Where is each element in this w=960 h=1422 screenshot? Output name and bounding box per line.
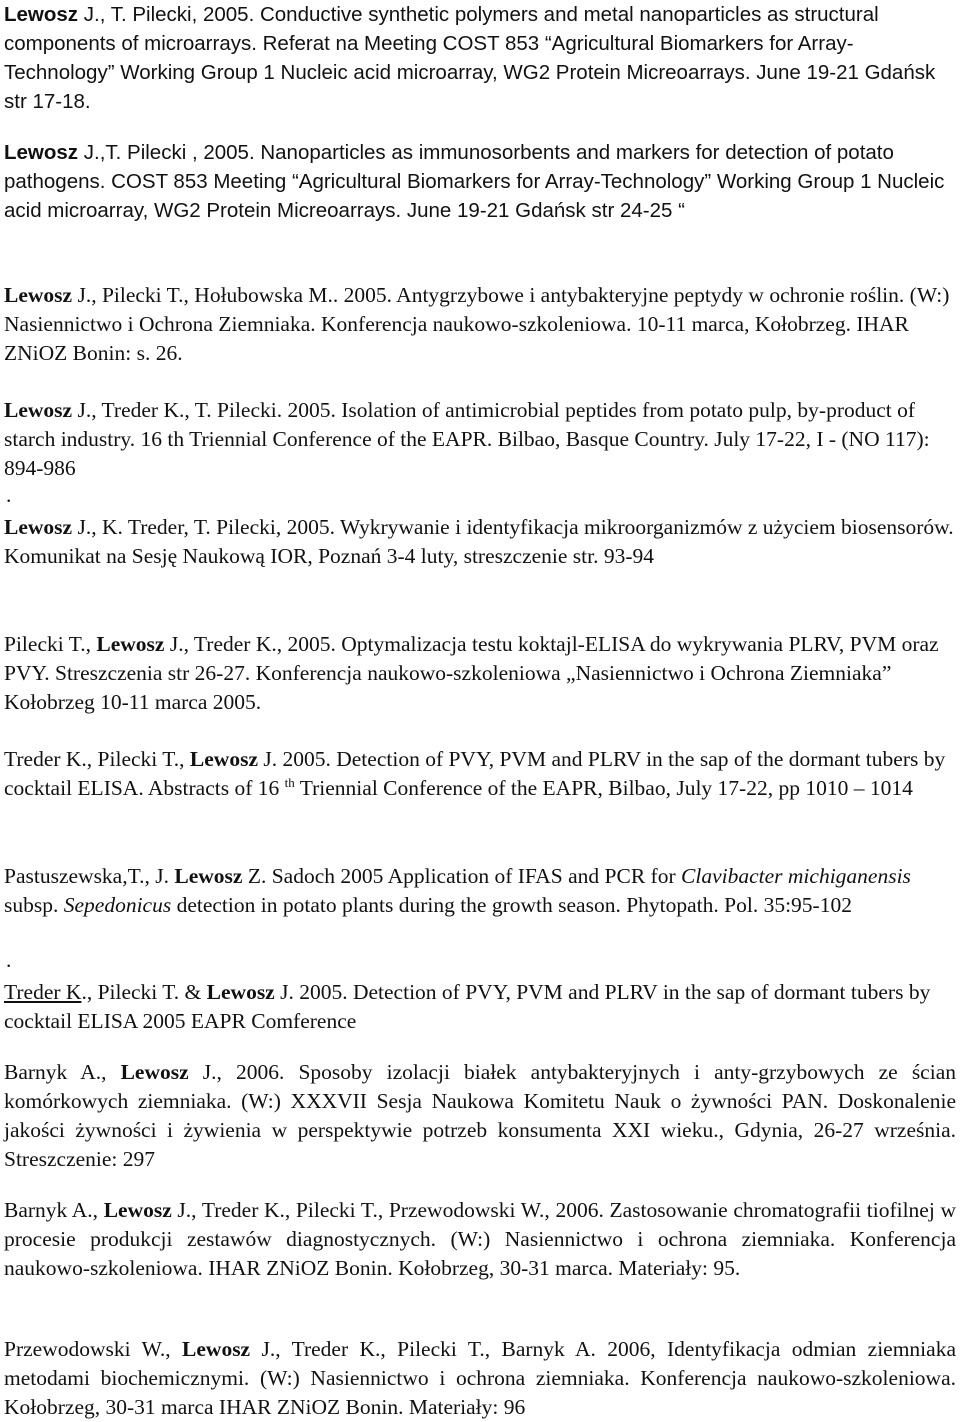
reference-text: J. 2005. Detection of PVY, PVM and PLRV in the sap of dormant tubers by cocktail ELISA 2005 EAPR Comference <box>4 980 931 1033</box>
author-highlight: Lewosz <box>4 3 79 26</box>
reference-text-mid: subsp. <box>4 893 64 917</box>
reference-text: Z. Sadoch 2005 Application of IFAS and PCR for <box>242 864 682 888</box>
author-highlight: Lewosz <box>189 747 258 771</box>
reference-text: J., Pilecki T., Hołubowska M.. 2005. Antygrzybowe i antybakteryjne peptydy w ochronie roślin. (W:) Nasiennictwo i Ochrona Ziemniaka. Konferencja naukowo-szkoleniowa. 10-11 marca, Kołobrzeg. IHAR ZNiOZ Bonin: s. 26. <box>4 283 950 365</box>
author-highlight: Lewosz <box>4 141 79 164</box>
reference-text: J., Treder K., 2005. Optymalizacja testu koktajl-ELISA do wykrywania PLRV, PVM oraz PVY. Streszczenia str 26-27. Konferencja naukowo-szkoleniowa „Nasiennictwo i Ochrona Ziemniaka” Kołobrzeg 10-11 marca 2005. <box>4 632 939 714</box>
author-highlight: Lewosz <box>206 980 275 1004</box>
reference-text: J., Treder K., T. Pilecki. 2005. Isolation of antimicrobial peptides from potato pulp, by-product of starch industry. 16 th Triennial Conference of the EAPR. Bilbao, Basque Country. July 17-22, I - (NO 117): 894-986 <box>4 398 930 480</box>
reference-authors: Przewodowski W., <box>4 1337 183 1361</box>
author-highlight: Lewosz <box>120 1060 189 1084</box>
reference-entry-7 <box>4 745 956 803</box>
reference-text: J.,T. Pilecki , 2005. Nanoparticles as immunosorbents and markers for detection of potato pathogens. COST 853 Meeting “Agricultural Biomarkers for Array-Technology” Working Group 1 Nucleic acid microarray, WG2 Protein Micreoarrays. June 19-21 Gdańsk str 24-25 “ <box>4 141 945 222</box>
reference-entry-10 <box>4 1058 956 1174</box>
author-highlight: Lewosz <box>4 398 73 422</box>
reference-entry-9 <box>4 978 956 1036</box>
separator-dot: . <box>6 483 12 507</box>
reference-authors: Barnyk A., <box>4 1198 104 1222</box>
reference-text: J., Treder K., Pilecki T., Przewodowski W., 2006. Zastosowanie chromatografii tiofilnej w procesie produkcji zestawów diagnostycznych. (W:) Nasiennictwo i ochrona ziemniaka. Konferencja naukowo-szkoleniowa. IHAR ZNiOZ Bonin. Kołobrzeg, 30-31 marca. Materiały: 95. <box>4 1198 956 1280</box>
species-name: Clavibacter michiganensis <box>681 864 911 888</box>
author-highlight: Lewosz <box>174 864 243 888</box>
reference-text: J., K. Treder, T. Pilecki, 2005. Wykrywanie i identyfikacja mikroorganizmów z użyciem biosensorów. Komunikat na Sesję Naukową IOR, Poznań 3-4 luty, streszczenie str. 93-94 <box>4 515 954 568</box>
reference-text: J., 2006. Sposoby izolacji białek antybakteryjnych i anty-grzybowych ze ścian komórkowych ziemniaka. (W:) XXXVII Sesja Naukowa Komitetu Nauk o żywności PAN. Doskonalenie jakości żywności i żywienia w perspektywie potrzeb konsumenta XXI wieku., Gdynia, 26-27 września. Streszczenie: 297 <box>4 1060 956 1171</box>
reference-entry-8 <box>4 862 956 920</box>
reference-entry-1 <box>4 0 956 116</box>
author-highlight: Lewosz <box>103 1198 172 1222</box>
reference-entry-6 <box>4 630 956 717</box>
reference-text-tail: Triennial Conference of the EAPR, Bilbao, July 17-22, pp 1010 – 1014 <box>294 776 913 800</box>
separator-dot: . <box>6 948 12 972</box>
reference-entry-12 <box>4 1335 956 1422</box>
author-highlight: Lewosz <box>96 632 165 656</box>
reference-text: J. 2005. Detection of PVY, PVM and PLRV in the sap of the dormant tubers by cocktail ELISA. Abstracts of 16 <box>4 747 946 800</box>
reference-entry-2 <box>4 138 956 225</box>
author-highlight: Lewosz <box>4 515 73 539</box>
underlined-author: Treder K <box>4 980 82 1004</box>
reference-text: J., Treder K., Pilecki T., Barnyk A. 2006, Identyfikacja odmian ziemniaka metodami biochemicznymi. (W:) Nasiennictwo i ochrona ziemniaka. Konferencja naukowo-szkoleniowa. Kołobrzeg, 30-31 marca IHAR ZNiOZ Bonin. Materiały: 96 <box>4 1337 956 1419</box>
reference-entry-3 <box>4 281 956 368</box>
reference-authors: Pilecki T., <box>4 632 97 656</box>
reference-authors: Treder K., Pilecki T., <box>4 747 190 771</box>
reference-authors: Pastuszewska,T., J. <box>4 864 175 888</box>
reference-text: J., T. Pilecki, 2005. Conductive synthetic polymers and metal nanoparticles as structural components of microarrays. Referat na Meeting COST 853 “Agricultural Biomarkers for Array-Technology” Working Group 1 Nucleic acid microarray, WG2 Protein Micreoarrays. June 19-21 Gdańsk str 17-18. <box>4 3 936 113</box>
reference-entry-11 <box>4 1196 956 1283</box>
subspecies-name: Sepedonicus <box>63 893 172 917</box>
author-highlight: Lewosz <box>182 1337 251 1361</box>
reference-authors: ., Pilecki T. & <box>81 980 207 1004</box>
reference-authors: Barnyk A., <box>4 1060 121 1084</box>
author-highlight: Lewosz <box>4 283 73 307</box>
reference-entry-5 <box>4 513 956 571</box>
reference-text-tail: detection in potato plants during the growth season. Phytopath. Pol. 35:95-102 <box>171 893 852 917</box>
reference-entry-4 <box>4 396 956 483</box>
superscript: th <box>284 774 295 790</box>
